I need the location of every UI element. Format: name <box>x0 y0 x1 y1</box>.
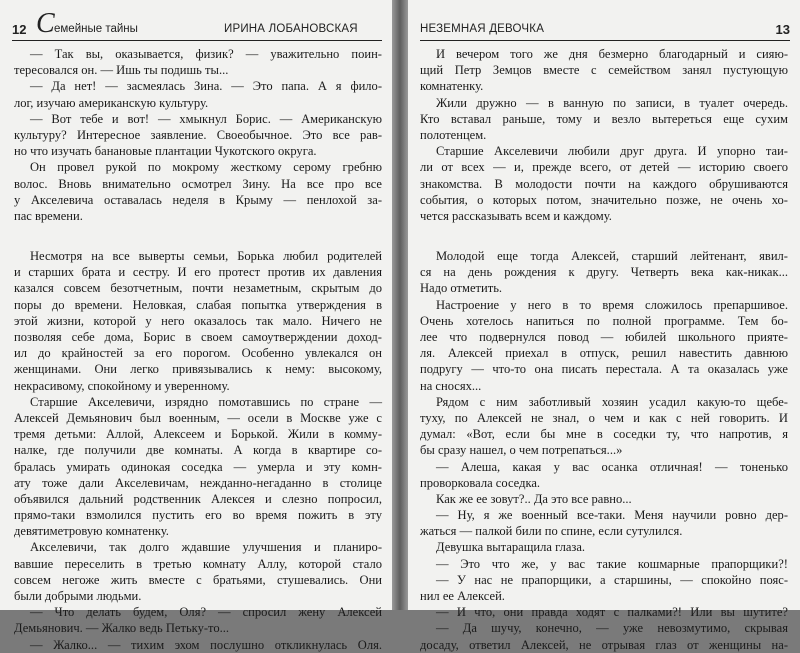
text-line: прямо-таки взмолился пустить его во время пожить в эту <box>14 508 382 523</box>
section-break <box>420 224 788 248</box>
chapter-title: НЕЗЕМНАЯ ДЕВОЧКА <box>420 23 545 35</box>
text-line: лее что подвернулся повод — юбилей школьного прияте- <box>420 330 788 344</box>
left-page-number: 12 <box>12 22 27 37</box>
text-line: ил до крайностей за его порогом. Особенно увлекался он <box>14 346 382 361</box>
text-line: Демьянович. — Жалко ведь Петьку-то... <box>14 621 230 636</box>
text-line: знакомства. В молодости почти на каждого обрушиваются <box>420 176 788 191</box>
text-line: тремя детьми: Аллой, Алексеем и Борькой. Жили в комму- <box>14 427 382 442</box>
text-line: Настроение у него в то время сложилось препаршивое. <box>436 297 788 312</box>
text-line: туху, по Алексей не знал, о чем и как с ней говорить. И <box>420 410 788 425</box>
text-line: Он провел рукой по мокрому жесткому серому гребню <box>30 160 382 175</box>
text-line: Рядом с ним заботливый хозяин усадил какую-то щебе- <box>436 394 788 409</box>
text-line: — Что делать будем, Оля? — спросил жену Алексей <box>30 605 382 620</box>
text-line: — Да нет! — засмеялась Зина. — Это папа. А я фило- <box>30 79 382 94</box>
right-running-header <box>420 18 790 41</box>
text-line: — Алеша, какая у вас осанка отличная! — тоненько <box>436 459 788 474</box>
text-line: лог, изучаю американскую культуру. <box>14 95 209 110</box>
text-line: некрасивому, спокойному и уверенному. <box>14 378 230 393</box>
text-line: — Ну, я же военный все-таки. Меня научили ровно дер- <box>436 508 788 523</box>
text-line: женщинами. Они легко привязывались к нему: высокому, <box>14 362 382 377</box>
text-line: Алексей Демьянович был военным, — осели в Москве уже с <box>14 410 382 425</box>
text-line: но что изучать банановые плантации Чукотского округа. <box>14 144 317 159</box>
text-line: чется рассказывать всем и каждому. <box>420 208 612 223</box>
text-line: Старшие Акселевичи, изрядно помотавшись по стране — <box>30 394 382 409</box>
author-name: ИРИНА ЛОБАНОВСКАЯ <box>224 23 358 35</box>
text-line: ся на день рождения к другу. Четверть века как-никак... <box>420 265 788 280</box>
text-line: — И что, они правда ходят с палками?! Или вы шутите? <box>436 605 788 620</box>
text-line: пас времени. <box>14 208 83 223</box>
text-line: — Так вы, оказывается, физик? — уважительно поин- <box>30 47 382 61</box>
text-line: думал: «Вот, если бы мне в соседки ту, что напротив, я <box>420 427 788 442</box>
text-line: Очень хотелось напиться по полной программе. Тем бо- <box>420 313 788 328</box>
text-line: — Да шучу, конечно, — уже невозмутимо, скрывая <box>436 621 788 636</box>
text-line: Старшие Акселевичи любили друг друга. И упорно таи- <box>436 144 788 159</box>
right-page <box>408 0 800 652</box>
text-line: этой жизни, которой у него оказалось так мало. Ничего не <box>14 313 382 328</box>
text-line: комнатенку. <box>420 79 484 94</box>
text-line: поры до времени. Неловкая, слабая попытка утверждения в <box>14 297 382 312</box>
text-line: нил ее Алексей. <box>420 589 505 603</box>
text-line: Несмотря на все выверты семьи, Борька любил родителей <box>30 249 382 264</box>
text-line: щий Петр Земцов вместе с семейством занял пустующую <box>420 63 788 78</box>
text-line: совсем негоже жить вместе с братьями, стушевались. Они <box>14 572 382 587</box>
left-page-text <box>14 46 382 653</box>
text-line: на сносях... <box>420 378 482 393</box>
text-line: — У нас не прапорщики, а старшины, — спокойно пояс- <box>436 572 788 587</box>
text-line: бралась умирать одинокая соседка — умерла и эту комн- <box>14 459 382 474</box>
text-line: и старших брата и сестру. И его протест против их давления <box>14 265 382 280</box>
text-line: Акселевичи, так долго ждавшие улучшения и планиро- <box>30 540 382 555</box>
text-line: жаться — палкой били по спине, если сутулился. <box>420 524 683 539</box>
text-line: Кто вставал раньше, тому и везло вытереться еще сухим <box>420 111 788 126</box>
left-page <box>0 0 392 652</box>
text-line: были добрыми людьми. <box>14 589 142 603</box>
section-break <box>14 224 382 248</box>
left-running-header <box>12 8 382 41</box>
text-line: девятиметровую комнатенку. <box>14 524 169 539</box>
right-page-number: 13 <box>775 22 790 37</box>
series-logo-initial: С <box>36 8 55 39</box>
text-line: полотенцем. <box>420 127 487 142</box>
text-line: бы сразу нашел, о чем потрепаться...» <box>420 443 623 458</box>
text-line: — Это что же, у вас такие кошмарные прапорщики?! <box>436 556 788 571</box>
book-gutter <box>392 0 408 610</box>
text-line: И вечером того же дня безмерно благодарный и сияю- <box>436 47 788 61</box>
text-line: Жили дружно — в ванную по записи, в туалет очередь. <box>436 95 788 110</box>
text-line: события, о которых потом, значительно позже, не очень хо- <box>420 192 788 207</box>
text-line: у Акселевича оставалась неделя в Крыму — пенлохой за- <box>14 192 382 207</box>
text-line: Как же ее зовут?.. Да это все равно... <box>436 491 632 506</box>
series-title: емейные тайны <box>54 23 138 35</box>
text-line: досаду, ответил Алексей, не отрывая глаз от женщины на- <box>420 637 788 652</box>
right-page-text <box>420 46 788 653</box>
text-line: Молодой еще тогда Алексей, старший лейтенант, явил- <box>436 249 788 264</box>
text-line: казался совсем безотчетным, почти незаметным, скрытым до <box>14 281 382 296</box>
text-line: волос. Вновь внимательно осмотрел Зину. На все про все <box>14 176 382 191</box>
text-line: налке, где получили две комнаты. А когда в квартире со- <box>14 443 382 458</box>
text-line: позволяя себе дома, Борис в своем самоутверждении доход- <box>14 330 382 344</box>
text-line: — Вот тебе и вот! — хмыкнул Борис. — Американскую <box>30 111 382 126</box>
text-line: проворковала соседка. <box>420 475 541 490</box>
text-line: объявился дальний родственник Алексея и слезно попросил, <box>14 491 382 506</box>
text-line: вавшие переселить в третью комнату Аллу, которой стало <box>14 556 382 571</box>
text-line: Надо отметить. <box>420 281 503 296</box>
text-line: тересовался он. — Ишь ты подишь ты... <box>14 63 229 78</box>
text-line: ля. Алексей приехал в отпуск, решил навестить давнюю <box>420 346 788 361</box>
text-line: ату тоже дали Акселевичам, нежданно-негаданно в столице <box>14 475 382 490</box>
text-line: Девушка вытаращила глаза. <box>436 540 586 555</box>
text-line: культуру? Интересное заявление. Своеобычное. Это все рав- <box>14 127 382 142</box>
text-line: ли от всех — и, прежде всего, от детей — историю своего <box>420 160 788 175</box>
text-line: — Жалко... — тихим эхом послушно откликнулась Оля. <box>30 637 382 652</box>
text-line: подругу — что-то она писать перестала. А та оказалась уже <box>420 362 788 377</box>
